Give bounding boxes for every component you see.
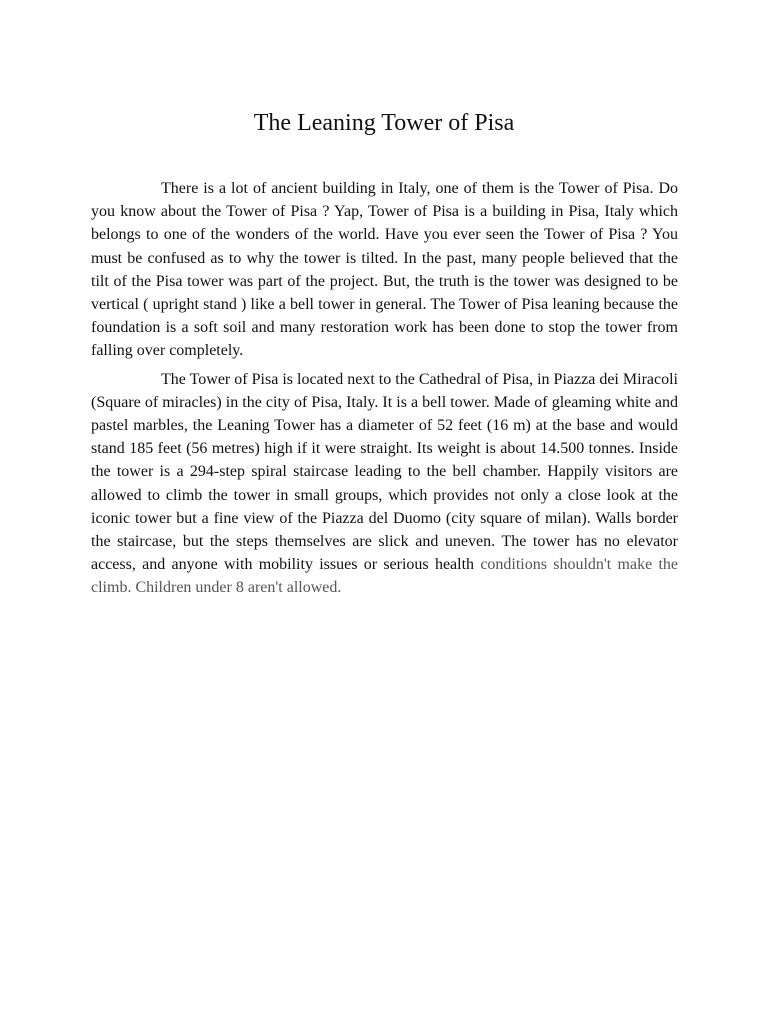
document-title: The Leaning Tower of Pisa [253, 110, 515, 136]
paragraph-2-end-text: conditions shouldn't make the climb. Children under 8 aren't allowed. [91, 556, 679, 597]
document-body [91, 177, 678, 600]
paragraph-1: There is a lot of ancient building in Italy, one of them is the Tower of Pisa. Do you know about the Tower of Pisa ? Yap, Tower of Pisa is a building in Pisa, Italy which belongs to one of the wonders of the world. Have you ever seen the Tower of Pisa ? You must be confused as to why the tower is tilted. In the past, many people believed that the tilt of the Pisa tower was part of the project. But, the truth is the tower was designed to be vertical ( upright stand ) like a bell tower in general. The Tower of Pisa leaning because the foundation is a soft soil and many restoration work has been done to stop the tower from falling over completely. [91, 180, 678, 360]
paragraph-2-text: The Tower of Pisa is located next to the Cathedral of Pisa, in Piazza dei Miracoli (Square of miracles) in the city of Pisa, Italy. It is a bell tower. Made of gleaming white and pastel marbles, the Leaning Tower has a diameter of 52 feet (16 m) at the base and would stand 185 feet (56 metres) high if it were straight. Its weight is about 14.500 tonnes. Inside the tower is a 294-step spiral staircase leading to the bell chamber. Happily visitors are allowed to climb the tower in small groups, which provides not only a close look at the iconic tower but a fine view of the Piazza del Duomo (city square of milan). Walls border the staircase, but the steps themselves are slick and uneven. The tower has no elevator access, and anyone with mobility issues or serious health [91, 370, 678, 574]
paragraph-2 [91, 368, 678, 600]
